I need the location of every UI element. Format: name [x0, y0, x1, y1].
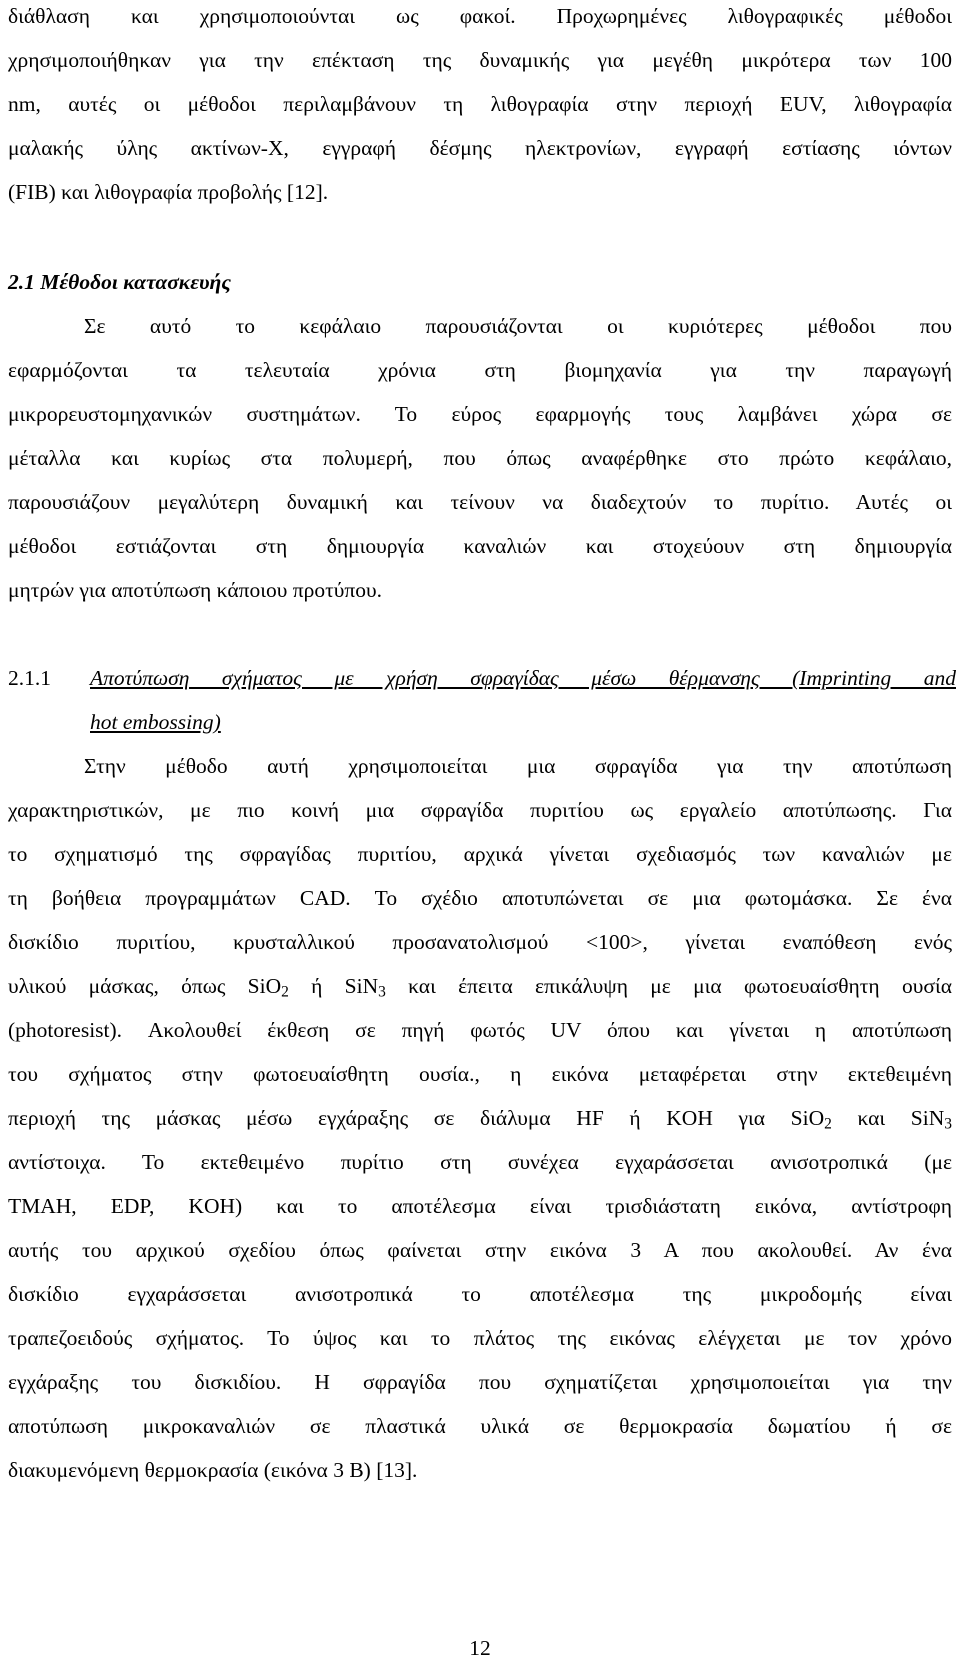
section-line-5: παρουσιάζουν μεγαλύτερη δυναμική και τείνουν να διαδεχτούν το πυρίτιο. Αυτές οι	[8, 490, 952, 514]
subsection-line-10: αντίστοιχα. Το εκτεθειμένο πυρίτιο στη συνέχεα εγχαράσσεται ανισοτροπικά (με	[8, 1150, 952, 1174]
subsection-line-5: δισκίδιο πυριτίου, κρυσταλλικού προσανατολισμού <100>, γίνεται εναπόθεση ενός	[8, 930, 952, 954]
section-line-1: Σε αυτό το κεφάλαιο παρουσιάζονται οι κυριότερες μέθοδοι που	[84, 314, 952, 338]
section-line-2: εφαρμόζονται τα τελευταία χρόνια στη βιομηχανία για την παραγωγή	[8, 358, 952, 382]
section-line-4: μέταλλα και κυρίως στα πολυμερή, που όπως αναφέρθηκε στο πρώτο κεφάλαιο,	[8, 446, 952, 470]
page-number: 12	[469, 1636, 491, 1660]
subsection-line-3: το σχηματισμό της σφραγίδας πυριτίου, αρχικά γίνεται σχεδιασμός των καναλιών με	[8, 842, 952, 866]
subsection-line-13: δισκίδιο εγχαράσσεται ανισοτροπικά το αποτέλεσμα της μικροδομής είναι	[8, 1282, 952, 1306]
line-6-text-b: ή SiN	[288, 974, 379, 998]
subsection-line-1: Στην μέθοδο αυτή χρησιμοποιείται μια σφραγίδα για την αποτύπωση	[84, 754, 952, 778]
intro-line-2: χρησιμοποιήθηκαν για την επέκταση της δυναμικής για μεγέθη μικρότερα των 100	[8, 48, 952, 72]
subsection-last-line: διακυμενόμενη θερμοκρασία (εικόνα 3 Β) [13].	[8, 1458, 418, 1482]
subsection-line-12: αυτής του αρχικού σχεδίου όπως φαίνεται στην εικόνα 3 Α που ακολουθεί. Αν ένα	[8, 1238, 952, 1262]
intro-line-4: μαλακής ύλης ακτίνων-Χ, εγγραφή δέσμης ηλεκτρονίων, εγγραφή εστίασης ιόντων	[8, 136, 952, 160]
subsection-line-7: (photoresist). Ακολουθεί έκθεση σε πηγή φωτός UV όπου και γίνεται η αποτύπωση	[8, 1018, 952, 1042]
subsection-line-9	[8, 1104, 952, 1132]
subsection-line-4: τη βοήθεια προγραμμάτων CAD. Το σχέδιο αποτυπώνεται σε μια φωτομάσκα. Σε ένα	[8, 886, 952, 910]
line-9-text-b: και SiN	[831, 1106, 945, 1130]
line-9-sub-b: 3	[944, 1115, 952, 1133]
subsection-line-11: TMAH, EDP, KOH) και το αποτέλεσμα είναι τρισδιάστατη εικόνα, αντίστροφη	[8, 1194, 952, 1218]
section-line-7: μητρών για αποτύπωση κάποιου προτύπου.	[8, 578, 382, 602]
line-6-text-c: και έπειτα επικάλυψη με μια φωτοευαίσθητη ουσία	[385, 974, 952, 998]
subsection-number: 2.1.1	[8, 666, 51, 690]
subsection-line-2: χαρακτηριστικών, με πιο κοινή μια σφραγίδα πυριτίου ως εργαλείο αποτύπωσης. Για	[8, 798, 952, 822]
section-line-3: μικρορευστομηχανικών συστημάτων. Το εύρος εφαρμογής τους λαμβάνει χώρα σε	[8, 402, 952, 426]
subsection-line-6	[8, 972, 952, 1000]
subsection-line-15: εγχάραξης του δισκιδίου. Η σφραγίδα που σχηματίζεται χρησιμοποιείται για την	[8, 1370, 952, 1394]
subsection-line-16: αποτύπωση μικροκαναλιών σε πλαστικά υλικά σε θερμοκρασία δωματίου ή σε	[8, 1414, 952, 1438]
section-line-6: μέθοδοι εστιάζονται στη δημιουργία καναλιών και στοχεύουν στη δημιουργία	[8, 534, 952, 558]
intro-line-3: nm, αυτές οι μέθοδοι περιλαμβάνουν τη λιθογραφία στην περιοχή EUV, λιθογραφία	[8, 92, 952, 116]
line-6-sub-b: 3	[378, 983, 386, 1001]
section-heading: 2.1 Μέθοδοι κατασκευής	[8, 270, 231, 294]
line-6-sub-a: 2	[281, 983, 289, 1001]
intro-line-5: (FIB) και λιθογραφία προβολής [12].	[8, 180, 329, 204]
line-9-sub-a: 2	[824, 1115, 832, 1133]
line-6-text-a: υλικού μάσκας, όπως SiO	[8, 974, 282, 998]
subsection-line-14: τραπεζοειδούς σχήματος. Το ύψος και το πλάτος της εικόνας ελέγχεται με τον χρόνο	[8, 1326, 952, 1350]
subsection-line-8: του σχήματος στην φωτοευαίσθητη ουσία., η εικόνα μεταφέρεται στην εκτεθειμένη	[8, 1062, 952, 1086]
intro-line-1: διάθλαση και χρησιμοποιούνται ως φακοί. Προχωρημένες λιθογραφικές μέθοδοι	[8, 4, 952, 28]
subsection-title-line-2: hot embossing)	[90, 710, 221, 734]
subsection-title-line-1: Αποτύπωση σχήματος με χρήση σφραγίδας μέσω θέρμανσης (Imprinting and	[90, 666, 956, 690]
line-9-text-a: περιοχή της μάσκας μέσω εγχάραξης σε διάλυμα HF ή KOH για SiO	[8, 1106, 825, 1130]
